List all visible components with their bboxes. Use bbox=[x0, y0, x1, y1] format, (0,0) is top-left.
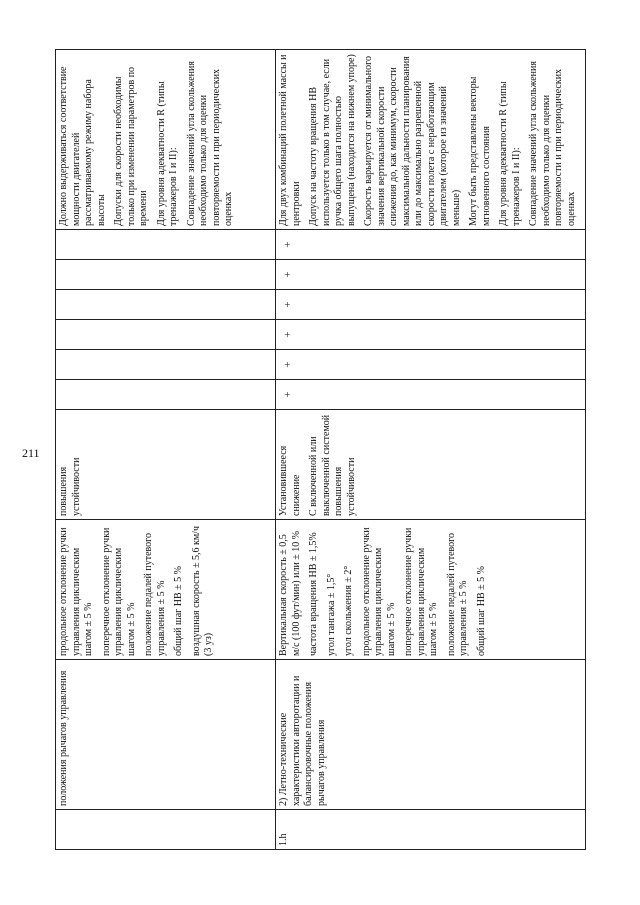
index-cell: 1.h bbox=[276, 810, 586, 850]
note-item: Совпадение значений угла скольжения необходимо только для оценки повторяемости и при периодических оценках bbox=[528, 61, 577, 226]
tolerance-item: поперечное отклонение ручки управления циклическим шагом ± 5 % bbox=[100, 527, 137, 656]
mark-cell: + bbox=[276, 260, 586, 290]
mark-cell: + bbox=[276, 380, 586, 410]
tolerance-item: угол скольжения ± 2° bbox=[343, 565, 354, 656]
mark-cell bbox=[56, 350, 276, 380]
condition-item: повышения устойчивости bbox=[58, 457, 82, 516]
index-cell bbox=[56, 810, 276, 850]
tolerance-item: поперечное отклонение ручки управления циклическим шагом ± 5 % bbox=[403, 527, 439, 656]
mark-cell: + bbox=[276, 230, 586, 260]
page-number: 211 bbox=[22, 446, 40, 460]
table-row bbox=[56, 50, 276, 850]
conditions-cell bbox=[56, 410, 276, 520]
mark-cell bbox=[56, 260, 276, 290]
note-item: Должно выдерживаться соответствие мощности двигателей рассматриваемому режиму набора высоты bbox=[58, 66, 107, 226]
note-item: Могут быть представлены векторы мгновенного состояния bbox=[468, 76, 492, 226]
note-item: Скорость варьируется от минимального значения вертикальной скорости снижения до, как минимум, скорости максимальной дальности планирования или до максимально разрешенной скорости полета с неработающим двигателем (которое из значений меньше) bbox=[363, 56, 462, 226]
mark-cell bbox=[56, 230, 276, 260]
condition-item: Установившееся снижение bbox=[278, 445, 302, 516]
note-item: Для уровня адекватности R (типы тренажеров I и II): bbox=[155, 81, 179, 226]
mark-cell: + bbox=[276, 350, 586, 380]
tolerance-item: Вертикальная скорость ± 0,5 м/с (100 фут/мин) или ± 10 % bbox=[278, 530, 302, 656]
tolerance-item: частота вращения НВ ± 1,5% bbox=[308, 532, 319, 656]
notes-cell bbox=[56, 50, 276, 230]
mark-cell bbox=[56, 320, 276, 350]
tolerance-item: положение педалей путевого управления ± 5 % bbox=[143, 532, 167, 656]
mark-cell bbox=[56, 380, 276, 410]
table-row bbox=[276, 50, 586, 850]
note-item: Для уровня адекватности R (типы тренажеров I и II): bbox=[498, 81, 522, 226]
conditions-cell bbox=[276, 410, 586, 520]
note-item: Совпадение значений угла скольжения необходимо только для оценки повторяемости и при периодических оценках bbox=[185, 61, 234, 226]
notes-cell bbox=[276, 50, 586, 230]
condition-item: С включенной или выключенной системой повышения устойчивости bbox=[308, 414, 357, 516]
tolerance-item: общий шаг НВ ± 5 % bbox=[475, 566, 487, 656]
tolerance-cell bbox=[56, 520, 276, 660]
mark-cell: + bbox=[276, 320, 586, 350]
characteristic-cell: положения рычагов управления bbox=[56, 660, 276, 810]
tolerance-item: продольное отклонение ручки управления циклическим шагом ± 5 % bbox=[58, 527, 94, 656]
rotated-table-region bbox=[55, 50, 577, 850]
requirements-table bbox=[55, 49, 586, 850]
tolerance-item: угол тангажа ± 1,5° bbox=[325, 573, 337, 656]
tolerance-item: положение педалей путевого управления ± 5 % bbox=[445, 532, 469, 656]
mark-cell bbox=[56, 290, 276, 320]
tolerance-cell bbox=[276, 520, 586, 660]
note-item: Допуски для скорости необходимы только при изменении параметров по времени bbox=[113, 66, 149, 226]
tolerance-item: продольное отклонение ручки управления циклическим шагом ± 5 % bbox=[360, 527, 397, 656]
tolerance-item: общий шаг НВ ± 5 % bbox=[173, 566, 184, 656]
mark-cell: + bbox=[276, 290, 586, 320]
tolerance-item: воздушная скорость ± 5,6 км/ч (3 уз) bbox=[190, 526, 214, 656]
note-item: Для двух комбинаций полетной массы и центровки bbox=[278, 54, 302, 226]
note-item: Допуск на частоту вращения НВ используется только в том случае, если ручка общего шага полностью выпущена (находится на нижнем упоре) bbox=[308, 54, 357, 226]
characteristic-cell: 2) Летно-технические характеристики авторотации и балансировочные положения рычагов управления bbox=[276, 660, 586, 810]
